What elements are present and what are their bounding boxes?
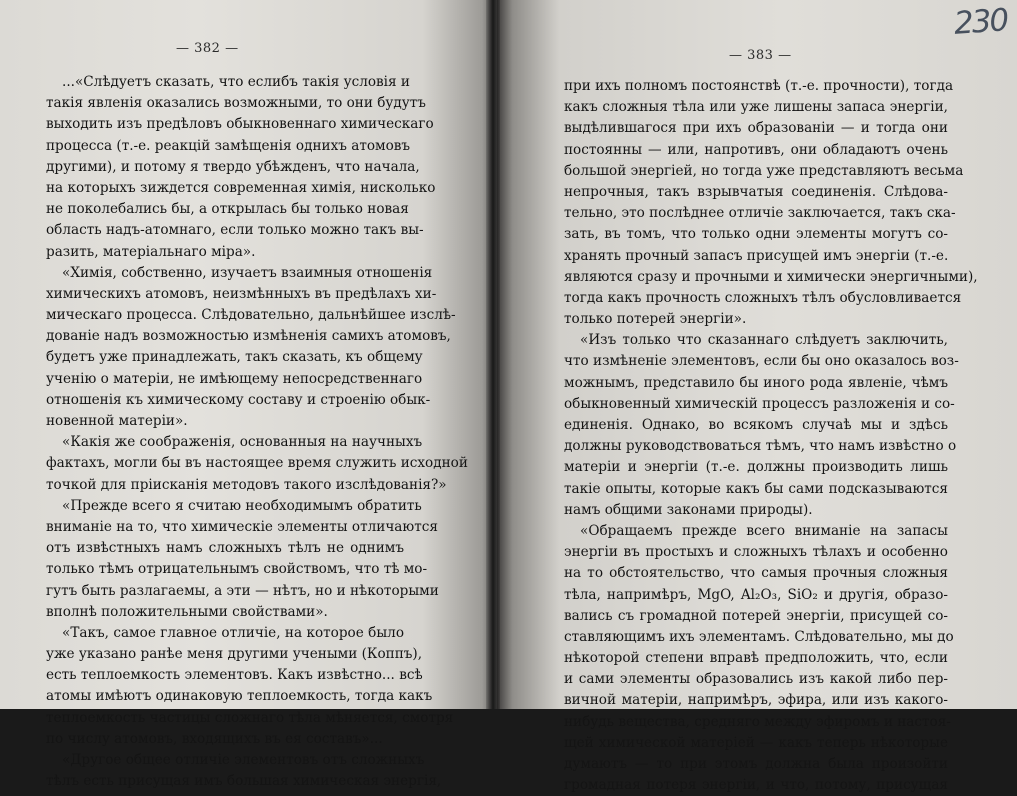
text-line: гутъ быть разлагаемы, а эти — нѣтъ, но и нѣкоторыми [46,582,439,599]
text-line: непрочныя, такъ взрывчатыя соединенія. Слѣдова- [564,183,948,200]
text-line: вполнѣ положительными свойствами». [46,603,328,620]
text-line: тельно, это послѣднее отличіе заключается, такъ ска- [564,205,956,222]
left-page-text [46,72,468,792]
text-line: являются сразу и прочными и химически энергичными), [564,268,978,285]
text-line: такія явленія оказались возможными, то они будутъ [46,95,426,112]
text-line: «Другое общее отличіе элементовъ отъ сложныхъ [62,752,425,768]
text-line: тѣлъ есть присущая имъ большая химическая энергія, [46,773,442,790]
text-line: зать, въ томъ, что только одни элементы могутъ со- [564,226,948,243]
text-line: матеріи и энергіи (т.-е. должны производить лишь [564,459,948,476]
text-line: можнымъ, представило бы иного рода явленіе, чѣмъ [564,374,948,391]
text-line: мическаго процесса. Слѣдовательно, дальнѣйшее изслѣ- [46,307,456,324]
text-line: только потерей энергіи». [564,311,747,328]
text-line: «Изъ только что сказаннаго слѣдуетъ заключить, [580,332,948,349]
page-number-left: — 382 — [176,41,239,56]
text-line: и сами элементы образовались изъ какой либо пер- [564,671,948,688]
text-line: химическихъ атомовъ, неизмѣнныхъ въ предѣлахъ хи- [46,285,437,302]
text-line: только тѣмъ отрицательнымъ свойствомъ, что тѣ мо- [46,561,428,578]
handwritten-page-number: 230 [952,2,1009,42]
text-line: «Обращаемъ прежде всего вниманіе на запасы [580,522,948,539]
text-line: по числу атомовъ, входящихъ въ ея составъ»... [46,730,383,747]
text-line: вались съ громадной потерей энергіи, присущей со- [564,607,948,624]
book-gutter [486,0,500,709]
text-line: будетъ уже принадлежать, такъ сказать, къ общему [46,349,423,366]
text-line: ученію о матеріи, не имѣющему непосредственнаго [46,370,423,387]
text-line: на которыхъ зиждется современная химія, нисколько [46,179,436,196]
text-line: нѣкоторой степени вправѣ предположить, что, если [564,650,948,667]
text-line: единенія. Однако, во всякомъ случаѣ мы и здѣсь [564,417,948,433]
text-line: нибудь вещества, средняго между эфиромъ и настоя- [564,713,951,730]
text-line: вичной матеріи, напримѣръ, эфира, или изъ какого- [564,692,948,709]
text-line: уже указано ранѣе меня другими учеными (Коппъ), [46,646,423,663]
text-line: выходить изъ предѣловъ обыкновеннаго химическаго [46,116,434,133]
text-line: разить, матеріальнаго міра». [46,243,256,260]
text-line: что измѣненіе элементовъ, если бы оно оказалось воз- [564,353,959,370]
text-line: другими), и потому я твердо убѣжденъ, что начала, [46,158,420,175]
right-page-text [564,76,978,796]
text-line: «Прежде всего я считаю необходимымъ обратить [62,497,422,514]
text-line: на то обстоятельство, что самыя прочныя сложныя [564,565,948,582]
text-line: хранять прочный запасъ присущей имъ энергіи (т.-е. [564,247,949,264]
text-line: какъ сложныя тѣла или уже лишены запаса энергіи, [564,99,948,116]
text-line: точкой для пріисканія методовъ такого изслѣдованія?» [46,476,447,493]
left-page [0,0,497,790]
text-line: не поколебались бы, а открылась бы только новая [46,201,409,218]
text-line: новенной матеріи». [46,413,188,429]
text-line: область надъ-атомнаго, если только можно такъ вы- [46,222,424,239]
text-line: щей химической матеріей — какъ теперь нѣкоторые [564,734,948,751]
text-line: такіе опыты, которые какъ бы сами подсказываются [564,480,948,497]
text-line: фактахъ, могли бы въ настоящее время служить исходной [46,455,468,472]
text-line: «Какія же соображенія, основанныя на научныхъ [62,434,423,451]
text-line: процесса (т.-е. реакцій замѣщенія однихъ атомовъ [46,137,411,154]
text-line: есть теплоемкость элементовъ. Какъ извѣстно... всѣ [46,667,423,684]
text-line: теплоемкость частицы сложнаго тѣла мѣняется, смотря [46,709,454,726]
text-line: атомы имѣютъ одинаковую теплоемкость, тогда какъ [46,688,433,705]
text-line: думаютъ — то при этомъ должна была произойти [564,756,948,772]
text-line: ...«Слѣдуетъ сказать, что еслибъ такія условія и [62,74,410,90]
text-line: тогда какъ прочность сложныхъ тѣлъ обусловливается [564,289,962,306]
text-line: «Такъ, самое главное отличіе, на которое было [62,624,404,641]
text-line: дованіе надъ возможностью измѣненія самихъ атомовъ, [46,328,451,345]
page-number-right: — 383 — [729,48,792,63]
text-line: большой энергіей, но тогда уже представляютъ весьма [564,162,964,179]
text-line: вниманіе на то, что химическіе элементы отличаются [46,518,438,535]
text-line: громадная потеря энергіи, и что, потому, присущая [564,777,948,794]
text-line: постоянны — или, напротивъ, они обладаютъ очень [564,141,948,158]
text-line: энергіи въ простыхъ и сложныхъ тѣлахъ и особенно [564,544,948,561]
text-line: отношенія къ химическому составу и строенію обык- [46,391,431,408]
text-line: должны руководствоваться тѣмъ, что намъ извѣстно о [564,438,957,455]
text-line: при ихъ полномъ постоянствѣ (т.-е. прочности), тогда [564,78,954,94]
text-line: отъ извѣстныхъ намъ сложныхъ тѣлъ не однимъ [46,540,404,557]
right-page [497,0,1017,794]
text-line: тѣла, напримѣръ, MgO, Al₂O₃, SiO₂ и другія, образо- [564,586,948,603]
text-line: ставляющимъ ихъ элементамъ. Слѣдовательно, мы до [564,628,954,645]
text-line: «Химія, собственно, изучаетъ взаимныя отношенія [62,264,433,281]
text-line: выдѣлившагося при ихъ образованіи — и тогда они [564,120,948,137]
text-line: намъ общими законами природы). [564,501,813,518]
text-line: обыкновенный химическій процессъ разложенія и со- [564,395,955,412]
